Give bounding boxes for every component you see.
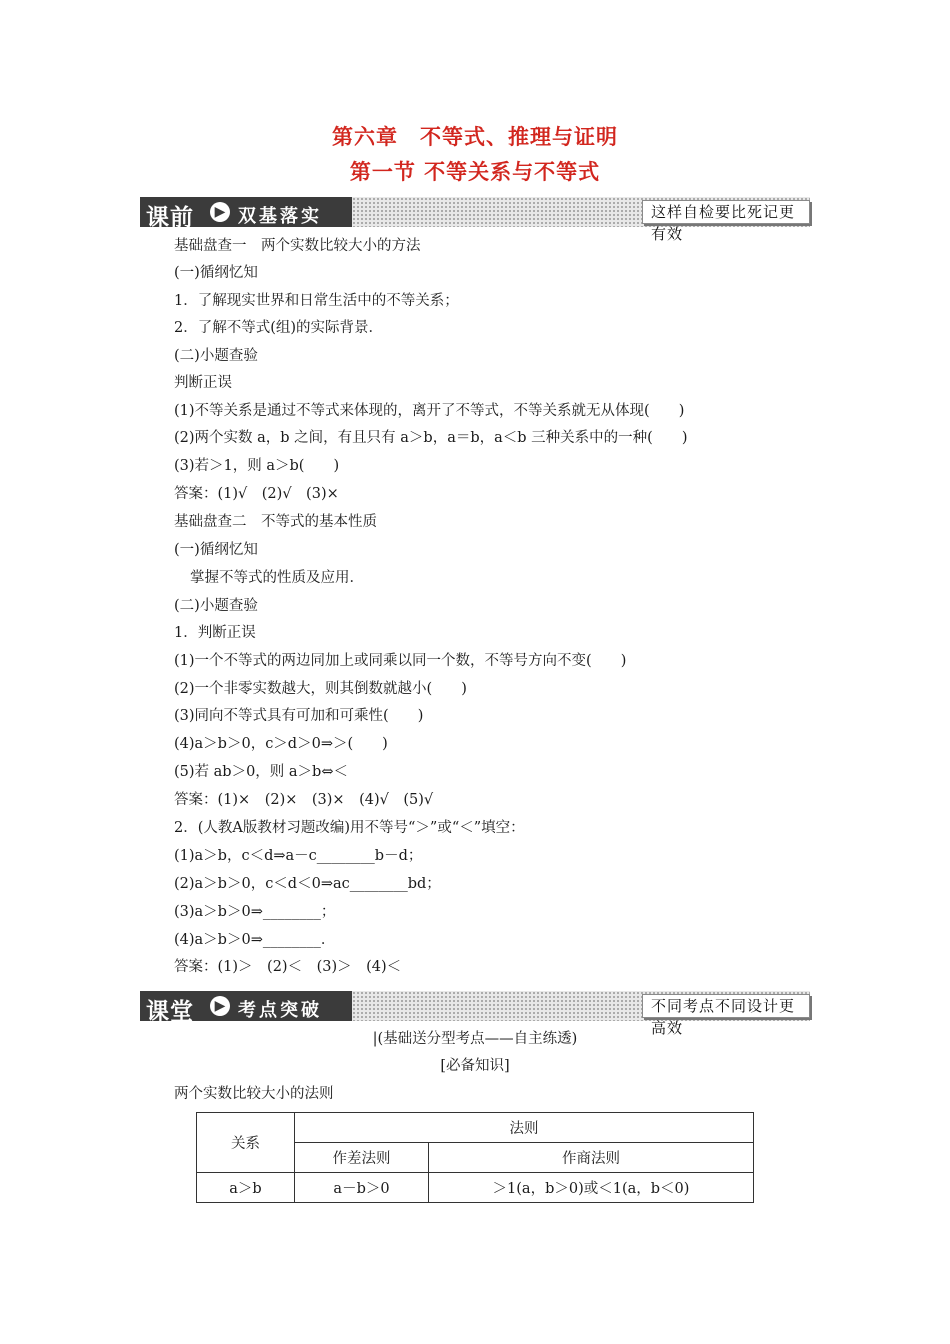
text-line: 2．(人教A版教材习题改编)用不等号“＞”或“＜”填空： <box>174 820 525 836</box>
lead-text: 两个实数比较大小的法则 <box>174 1086 334 1102</box>
cell-relation: a＞b <box>197 1173 295 1203</box>
text-line: (2)a＞b＞0，c＜d＜0⇒ac________bd； <box>174 876 441 892</box>
text-line: (二)小题查验 <box>174 348 258 364</box>
answer-line: 答案：(1)√ (2)√ (3)× <box>174 486 339 502</box>
text-line: (2)两个实数 a，b 之间，有且只有 a＞b，a＝b，a＜b 三种关系中的一种( ) <box>174 430 688 446</box>
text-line: (1)一个不等式的两边同加上或同乘以同一个数，不等号方向不变( ) <box>174 653 627 669</box>
banner-label-block <box>140 991 352 1025</box>
header-relation: 关系 <box>197 1113 295 1173</box>
chapter-title: 第六章 不等式、推理与证明 <box>332 125 618 149</box>
text-line: (4)a＞b＞0⇒________． <box>174 932 336 948</box>
bracket-heading: [必备知识] <box>440 1058 510 1074</box>
text-line: (2)一个非零实数越大，则其倒数就越小( ) <box>174 681 467 697</box>
text-line: 掌握不等式的性质及应用． <box>190 570 364 586</box>
answer-line: 答案：(1)× (2)× (3)× (4)√ (5)√ <box>174 792 434 808</box>
subtitle: |(基础送分型考点——自主练透) <box>372 1031 578 1047</box>
rule-table <box>196 1112 754 1203</box>
play-arrow-icon: ▶ <box>210 996 230 1016</box>
banner-big-text: 课堂 <box>146 999 194 1025</box>
text-line: 判断正误 <box>174 375 232 391</box>
answer-line: 答案：(1)＞ (2)＜ (3)＞ (4)＜ <box>174 959 402 975</box>
section-title: 第一节 不等关系与不等式 <box>349 160 601 184</box>
banner-dotted-strip <box>352 197 810 243</box>
play-arrow-icon: ▶ <box>210 202 230 222</box>
banner-dotted-strip <box>352 991 810 1037</box>
cell-quotient: ＞1(a，b＞0)或＜1(a，b＜0) <box>429 1173 754 1203</box>
text-line: (1)不等关系是通过不等式来体现的，离开了不等式，不等关系就无从体现( ) <box>174 403 685 419</box>
text-line: 基础盘查一 两个实数比较大小的方法 <box>174 238 421 254</box>
text-line: 1．了解现实世界和日常生活中的不等关系； <box>174 293 459 309</box>
banner-label-block <box>140 197 352 231</box>
banner-small-text: 考点突破 <box>238 1000 322 1021</box>
banner-small-text: 双基落实 <box>238 206 322 227</box>
header-difference: 作差法则 <box>295 1143 429 1173</box>
cell-difference: a－b＞0 <box>295 1173 429 1203</box>
banner-tag: 这样自检要比死记更有效 <box>642 200 810 224</box>
text-line: (4)a＞b＞0，c＞d＞0⇒＞( ) <box>174 736 388 752</box>
banner-pre-class <box>140 197 810 243</box>
banner-big-text: 课前 <box>146 205 194 231</box>
text-line: (3)若＞1，则 a＞b( ) <box>174 458 340 474</box>
header-rule: 法则 <box>295 1113 754 1143</box>
text-line: (3)同向不等式具有可加和可乘性( ) <box>174 708 424 724</box>
text-line: (二)小题查验 <box>174 598 258 614</box>
text-line: 基础盘查二 不等式的基本性质 <box>174 514 377 530</box>
text-line: (一)循纲忆知 <box>174 265 258 281</box>
text-line: 1．判断正误 <box>174 625 256 641</box>
text-line: 2．了解不等式(组)的实际背景． <box>174 320 384 336</box>
text-line: (3)a＞b＞0⇒________； <box>174 904 336 920</box>
text-line: (一)循纲忆知 <box>174 542 258 558</box>
header-quotient: 作商法则 <box>429 1143 754 1173</box>
text-line: (5)若 ab＞0，则 a＞b⇔＜ <box>174 764 348 780</box>
banner-in-class <box>140 991 810 1037</box>
banner-tag: 不同考点不同设计更高效 <box>642 994 810 1018</box>
text-line: (1)a＞b，c＜d⇒a－c________b－d； <box>174 848 423 864</box>
